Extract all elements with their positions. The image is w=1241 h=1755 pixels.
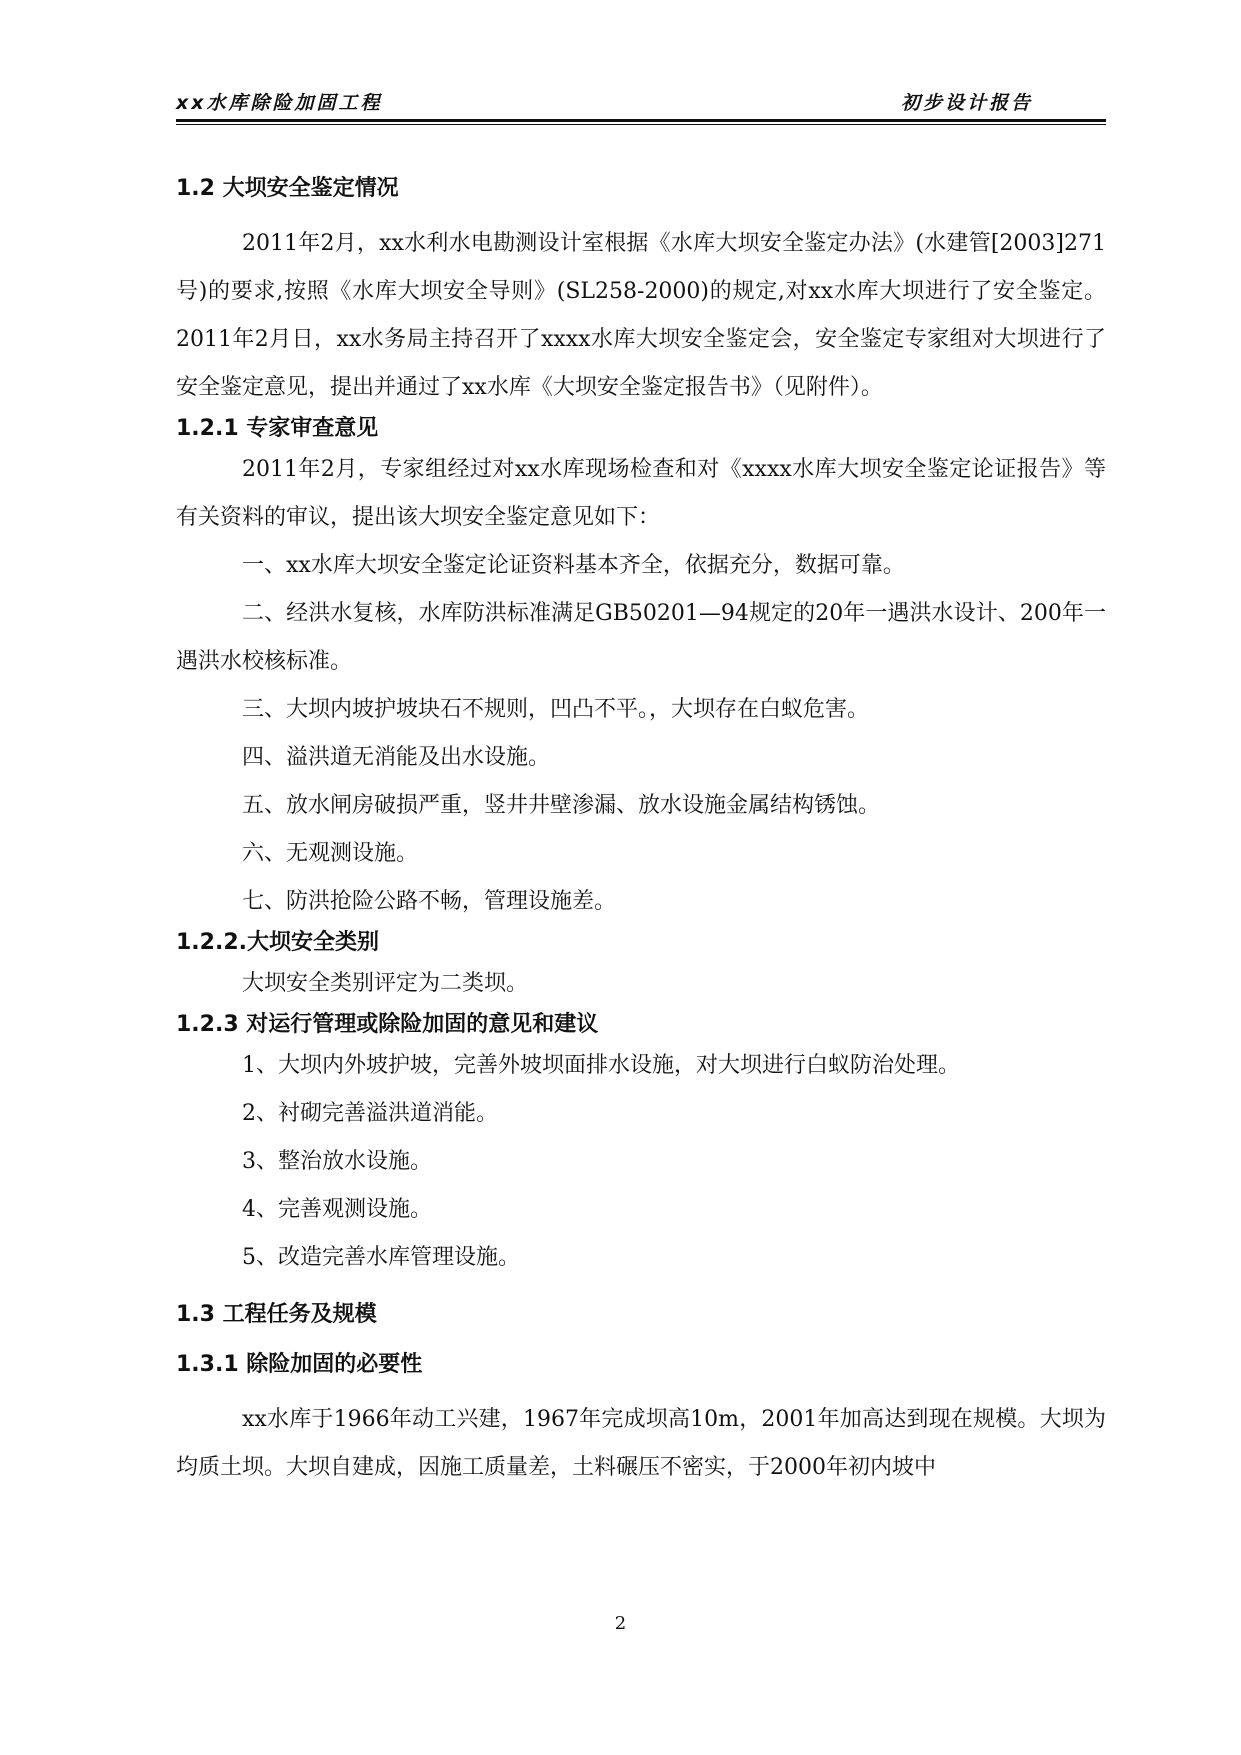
suggestion-item-4: 4、完善观测设施。 bbox=[242, 1197, 432, 1222]
section-heading-1-2-1: 1.2.1 专家审查意见 bbox=[176, 416, 379, 441]
opinion-item-3: 三、大坝内坡护坡块石不规则，凹凸不平。，大坝存在白蚁危害。 bbox=[242, 697, 870, 722]
paragraph-expert-review: 2011年2月，专家组经过对xx水库现场检查和对《xxxx水库大坝安全鉴定论证报告》等有关资料的审议，提出该大坝安全鉴定意见如下： bbox=[176, 457, 1106, 530]
paragraph-safety-category: 大坝安全类别评定为二类坝。 bbox=[242, 971, 529, 996]
section-heading-1-2: 1.2 大坝安全鉴定情况 bbox=[176, 176, 399, 201]
suggestion-item-1: 1、大坝内外坡护坡，完善外坡坝面排水设施，对大坝进行白蚁防治处理。 bbox=[242, 1053, 960, 1078]
section-heading-1-2-3: 1.2.3 对运行管理或除险加固的意见和建议 bbox=[176, 1012, 599, 1037]
header-project-title: xx水库除险加固工程 bbox=[176, 92, 383, 114]
section-heading-1-2-2: 1.2.2.大坝安全类别 bbox=[176, 930, 379, 955]
page-number: 2 bbox=[614, 1613, 627, 1634]
opinion-item-7: 七、防洪抢险公路不畅，管理设施差。 bbox=[242, 889, 617, 914]
opinion-item-6: 六、无观测设施。 bbox=[242, 841, 419, 866]
paragraph-safety-appraisal: 2011年2月，xx水利水电勘测设计室根据《水库大坝安全鉴定办法》(水建管[2003]271号)的要求,按照《水库大坝安全导则》(SL258-2000)的规定,对xx水库大坝进行了安全鉴定。2011年2月日，xx水务局主持召开了xxxx水库大坝安全鉴定会，安全鉴定专家组对大坝进行了安全鉴定意见，提出并通过了xx水库《大坝安全鉴定报告书》（见附件）。 bbox=[176, 231, 1106, 400]
opinion-item-2: 二、经洪水复核，水库防洪标准满足GB50201—94规定的20年一遇洪水设计、200年一遇洪水校核标准。 bbox=[176, 601, 1106, 674]
header-rule-thick bbox=[176, 119, 1106, 122]
header-report-title: 初步设计报告 bbox=[900, 92, 1033, 114]
section-heading-1-3-1: 1.3.1 除险加固的必要性 bbox=[176, 1352, 423, 1377]
suggestion-item-3: 3、整治放水设施。 bbox=[242, 1149, 432, 1174]
suggestion-item-2: 2、衬砌完善溢洪道消能。 bbox=[242, 1101, 498, 1126]
suggestion-item-5: 5、改造完善水库管理设施。 bbox=[242, 1245, 520, 1270]
opinion-item-5: 五、放水闸房破损严重，竖井井壁渗漏、放水设施金属结构锈蚀。 bbox=[242, 793, 881, 818]
opinion-item-1: 一、xx水库大坝安全鉴定论证资料基本齐全，依据充分，数据可靠。 bbox=[242, 553, 905, 578]
document-body bbox=[176, 172, 1106, 1492]
paragraph-necessity: xx水库于1966年动工兴建，1967年完成坝高10m，2001年加高达到现在规模。大坝为均质土坝。大坝自建成，因施工质量差，土料碾压不密实，于2000年初内坡中 bbox=[176, 1407, 1106, 1480]
header-rule-thin bbox=[176, 124, 1106, 125]
opinion-item-4: 四、溢洪道无消能及出水设施。 bbox=[242, 745, 551, 770]
section-heading-1-3: 1.3 工程任务及规模 bbox=[176, 1302, 377, 1327]
